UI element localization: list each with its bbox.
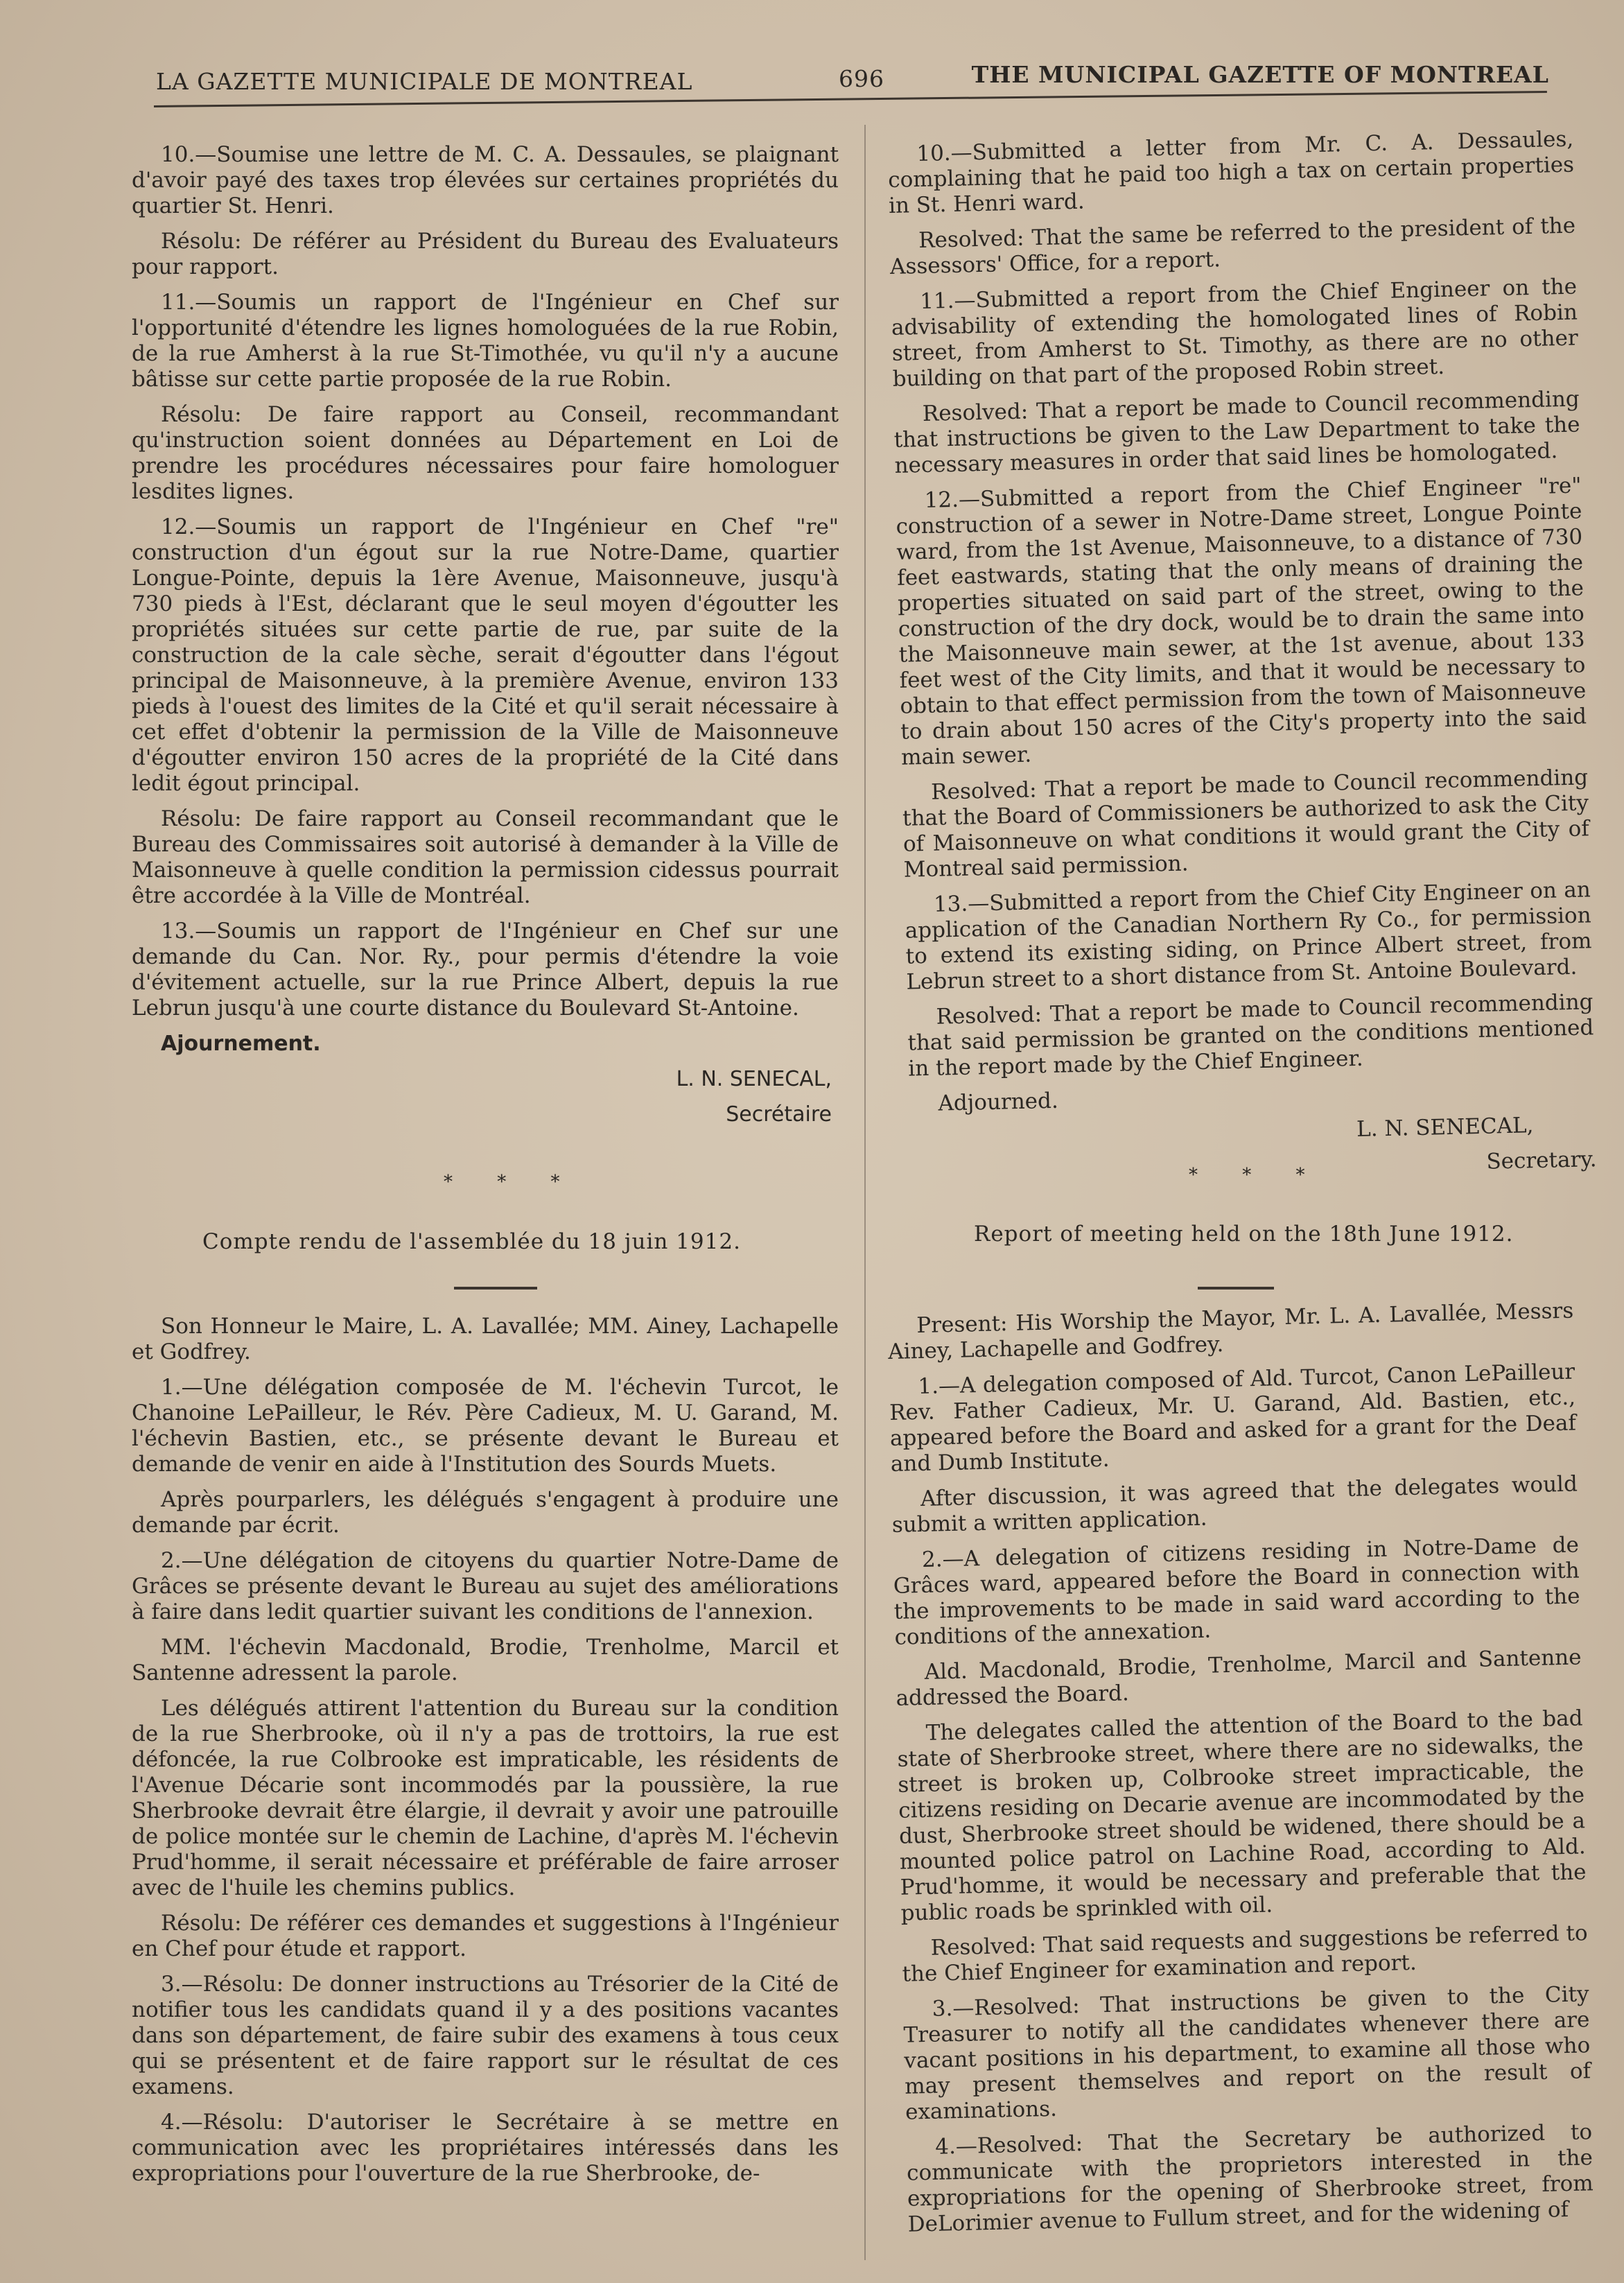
header-english-title: THE MUNICIPAL GAZETTE OF MONTREAL (971, 61, 1549, 88)
french-paragraph: 13.—Soumis un rapport de l'Ingénieur en Chef sur une demande du Can. Nor. Ry., pour permis d'étendre la voie d'évitement actuelle, sur la rue Prince Albert, depuis la rue Lebrun jusqu'à une courte distance du Boulevard St-Antoine. (132, 919, 839, 1021)
french-paragraph: Les délégués attirent l'attention du Bureau sur la condition de la rue Sherbrooke, où il n'y a pas de trottoirs, la rue est défoncée, la rue Colbrooke est impraticable, les résidents de l'Avenue Décarie sont incommodés par la poussière, la rue Sherbrooke devrait être élargie, il devrait y avoir une patrouille de police montée sur le chemin de Lachine, d'après M. l'échevin Prud'homme, il serait nécessaire et préférable de faire arroser avec de l'huile les chemins publics. (132, 1696, 839, 1900)
english-signature-name: L. N. SENECAL, (1356, 1113, 1534, 1142)
english-signature-title: Secretary. (1486, 1147, 1597, 1174)
english-paragraph: 4.—Resolved: That the Secretary be authorized to communicate with the proprietors interested in the expropriations for the opening of Sherbrooke street, from DeLorimier avenue to Fullum street, and for the widening of (906, 2119, 1594, 2237)
english-short-rule (1198, 1287, 1274, 1290)
french-paragraph: 11.—Soumis un rapport de l'Ingénieur en Chef sur l'opportunité d'étendre les lignes homologuées de la rue Robin, de la rue Amherst à la rue St-Timothée, vu qu'il n'y a aucune bâtisse sur cette partie proposée de la rue Robin. (132, 290, 839, 392)
page-number: 696 (839, 65, 884, 92)
english-paragraph: 1.—A delegation composed of Ald. Turcot, Canon LePailleur Rev. Father Cadieux, Mr. U. Garand, Ald. Bastien, etc., appeared before the Board and asked for a grant for the Deaf and Dumb Institute. (889, 1359, 1577, 1477)
french-minutes-column (132, 142, 839, 1137)
column-divider (864, 125, 866, 2260)
english-paragraph: Resolved: That said requests and suggestions be referred to the Chief Engineer for examination and report. (902, 1920, 1588, 1987)
french-paragraph: Résolu: De référer au Président du Bureau des Evaluateurs pour rapport. (132, 229, 839, 279)
french-signature-name: L. N. SENECAL, (676, 1067, 832, 1091)
french-paragraph: MM. l'échevin Macdonald, Brodie, Trenholme, Marcil et Santenne adressent la parole. (132, 1635, 839, 1685)
french-paragraph: 12.—Soumis un rapport de l'Ingénieur en Chef "re" construction d'un égout sur la rue Notre-Dame, quartier Longue-Pointe, depuis la 1ère Avenue, Maisonneuve, jusqu'à 730 pieds à l'Est, déclarant que le seul moyen d'égoutter les propriétés situées sur cette partie de rue, par suite de la construction de la cale sèche, serait d'égoutter dans l'égout principal de Maisonneuve, à la première Avenue, environ 133 pieds à l'ouest des limites de la Cité et qu'il serait nécessaire à cet effet d'obtenir la permission de la Ville de Maisonneuve d'égoutter environ 150 acres de la propriété de la Cité dans ledit égout principal. (132, 514, 839, 796)
english-paragraph: After discussion, it was agreed that the delegates would submit a written application. (891, 1471, 1578, 1538)
english-paragraph: 13.—Submitted a report from the Chief City Engineer on an application of the Canadian Northern Ry Co., for permission to extend its existing siding, on Prince Albert street, from Lebrun street to a short distance from St. Antoine Boulevard. (905, 877, 1592, 995)
french-paragraph: Résolu: De référer ces demandes et suggestions à l'Ingénieur en Chef pour étude et rapport. (132, 1911, 839, 1961)
french-paragraph: Après pourparlers, les délégués s'engagent à produire une demande par écrit. (132, 1487, 839, 1538)
english-paragraph: Resolved: That a report be made to Council recommending that said permission be granted on the conditions mentioned in the report made by the Chief Engineer. (907, 989, 1594, 1082)
french-short-rule (454, 1287, 537, 1290)
french-separator-stars: * * * (444, 1172, 579, 1192)
english-paragraph: The delegates called the attention of the Board to the bad state of Sherbrooke street, where there are no sidewalks, the street is broken up, Colbrooke street impracticable, the citizens residing on Decarie avenue are incommodated by the dust, Sherbrooke street should be widened, there should be a mounted police patrol on Lachine Road, according to Ald. Prud'homme, it would be necessary and preferable that the public roads be sprinkled with oil. (897, 1705, 1587, 1926)
french-adjournment: Ajournement. (161, 1032, 321, 1056)
english-paragraph: 3.—Resolved: That instructions be given to the City Treasurer to notify all the candidates whenever there are vacant positions in his department, to examine all those who may present themselves and report on the result of examinations. (903, 1981, 1591, 2125)
french-paragraph: 10.—Soumise une lettre de M. C. A. Dessaules, se plaignant d'avoir payé des taxes trop élevées sur certaines propriétés du quartier St. Henri. (132, 142, 839, 218)
french-paragraph: Résolu: De faire rapport au Conseil recommandant que le Bureau des Commissaires soit autorisé à demander à la Ville de Maisonneuve à quelle condition la permission cidessus pourrait être accordée à la Ville de Montréal. (132, 806, 839, 908)
english-paragraph: Resolved: That a report be made to Council recommending that instructions be given to the Law Department to take the necessary measures in order that said lines be homologated. (893, 386, 1580, 478)
french-paragraph: 3.—Résolu: De donner instructions au Trésorier de la Cité de notifier tous les candidats quand il y a des positions vacantes dans son département, de faire subir des examens à tous ceux qui se présentent et de faire rapport sur le résultat de ces examens. (132, 1972, 839, 2099)
english-minutes-column (887, 127, 1597, 1198)
header-french-title: LA GAZETTE MUNICIPALE DE MONTREAL (156, 68, 693, 95)
english-meeting-title: Report of meeting held on the 18th June 1912. (974, 1222, 1514, 1247)
english-separator-stars: * * * (1189, 1165, 1325, 1186)
french-paragraph: 2.—Une délégation de citoyens du quartier Notre-Dame de Grâces se présente devant le Bureau au sujet des améliorations à faire dans ledit quartier suivant les conditions de l'annexion. (132, 1548, 839, 1624)
french-paragraph: 1.—Une délégation composée de M. l'échevin Turcot, le Chanoine LePailleur, le Rév. Père Cadieux, M. U. Garand, M. l'échevin Bastien, etc., se présente devant le Bureau et demande de venir en aide à l'Institution des Sourds Muets. (132, 1375, 839, 1477)
french-meeting-title: Compte rendu de l'assemblée du 18 juin 1912. (202, 1229, 741, 1254)
english-paragraph: Present: His Worship the Mayor, Mr. L. A. Lavallée, Messrs Ainey, Lachapelle and Godfrey. (887, 1298, 1574, 1364)
english-paragraph: 10.—Submitted a letter from Mr. C. A. Dessaules, complaining that he paid too high a tax on certain properties in St. Henri ward. (887, 126, 1575, 218)
english-paragraph: Resolved: That a report be made to Council recommending that the Board of Commissioners be authorized to ask the City of Maisonneuve on what conditions it would grant the City of Montreal said permission. (902, 765, 1590, 883)
french-paragraph: 4.—Résolu: D'autoriser le Secrétaire à se mettre en communication avec les propriétaires intéressés dans les expropriations pour l'ouverture de la rue Sherbrooke, de- (132, 2110, 839, 2186)
french-signature-title: Secrétaire (726, 1102, 832, 1127)
french-paragraph: Résolu: De faire rapport au Conseil, recommandant qu'instruction soient données au Département en Loi de prendre les procédures nécessaires pour faire homologuer lesdites lignes. (132, 402, 839, 504)
english-paragraph: Resolved: That the same be referred to the president of the Assessors' Office, for a report. (889, 213, 1576, 279)
english-paragraph: Ald. Macdonald, Brodie, Trenholme, Marcil and Santenne addressed the Board. (896, 1644, 1582, 1711)
english-meeting-column (887, 1299, 1594, 2248)
english-adjournment: Adjourned. (938, 1088, 1059, 1116)
french-paragraph: Son Honneur le Maire, L. A. Lavallée; MM. Ainey, Lachapelle et Godfrey. (132, 1314, 839, 1364)
english-paragraph: 2.—A delegation of citizens residing in Notre-Dame de Grâces ward, appeared before the Board in connection with the improvements to be made in said ward according to the conditions of the annexation. (893, 1532, 1580, 1650)
english-paragraph: 12.—Submitted a report from the Chief Engineer "re" construction of a sewer in Notre-Dame street, Longue Pointe ward, from the 1st Avenue, Maisonneuve, to a distance of 730 feet eastwards, stating that the only means of draining the properties situated on said part of the street, owing to the construction of the dry dock, would be to drain the same into the Maisonneuve main sewer, at the 1st avenue, about 133 feet west of the City limits, and that it would be necessary to obtain to that effect permission from the town of Maisonneuve to drain about 150 acres of the City's property into the said main sewer. (896, 473, 1587, 770)
english-paragraph: 11.—Submitted a report from the Chief Engineer on the advisability of extending the homologated lines of Robin street, from Amherst to St. Timothy, as there are no other building on that part of the proposed Robin street. (891, 274, 1579, 392)
french-meeting-column (132, 1314, 839, 2196)
